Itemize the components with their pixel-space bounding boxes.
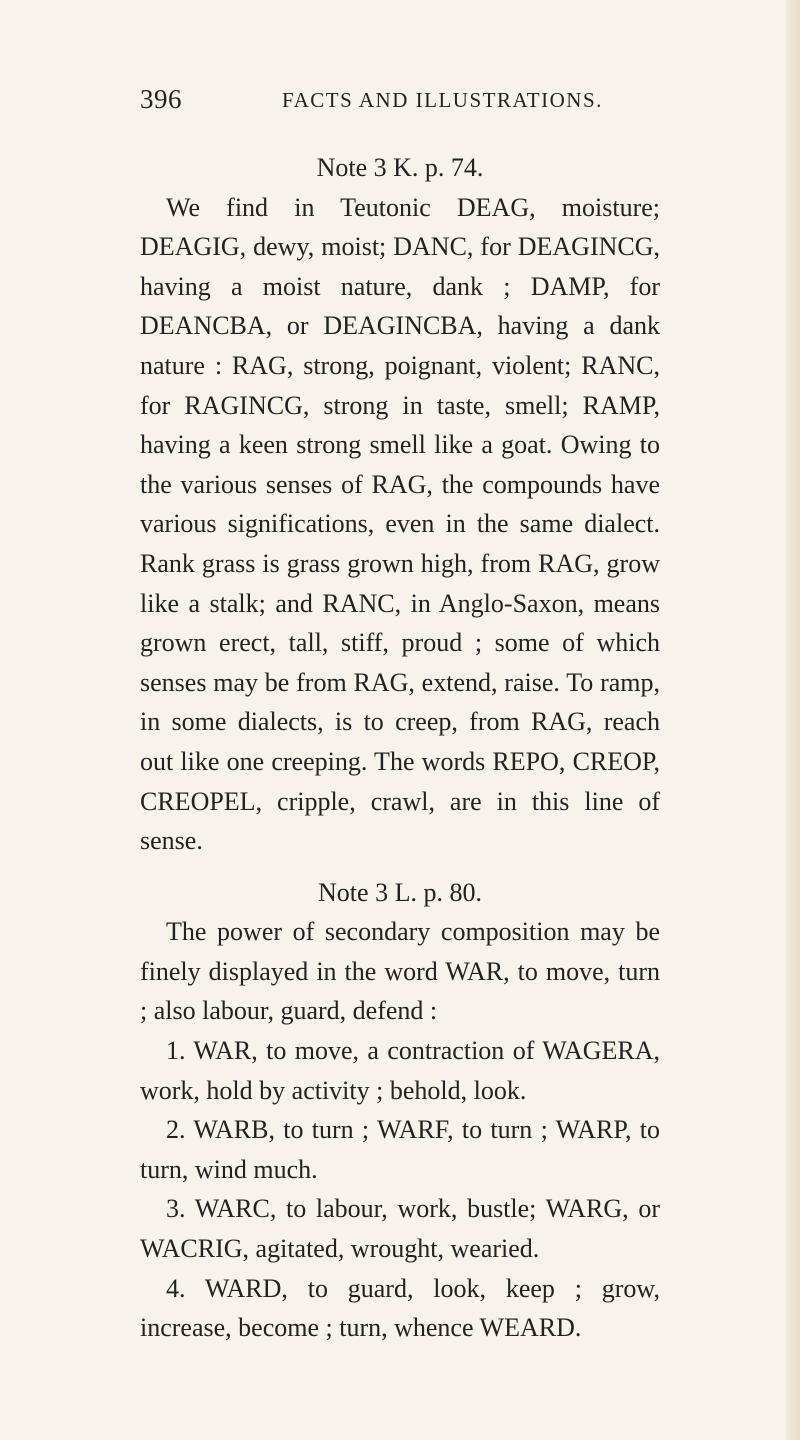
- note-k-title: Note 3 K. p. 74.: [316, 153, 484, 182]
- note-l-title: Note 3 L. p. 80.: [318, 877, 482, 907]
- section-gap: [140, 861, 660, 873]
- note-k-text: We find in Teutonic DEAG, moisture; DEAGIG, dewy, moist; DANC, for DEAGINCG, having a moist nature, dank ; DAMP, for DEANCBA, or DEAGINCBA, having a dank nature : RAG, strong, poignant, violent; RANC, for RAGINCG, strong in taste, smell; RAMP, having a keen strong smell like a goat. Owing to the various senses of RAG, the compounds have various significations, even in the same dialect. Rank grass is grass grown high, from RAG, grow like a stalk; and RANC, in Anglo-Saxon, means grown erect, tall, stiff, proud ; some of which senses may be from RAG, extend, raise. To ramp, in some dialects, is to creep, from RAG, reach out like one creeping. The words REPO, CREOP, CREOPEL, cripple, crawl, are in this line of sense.: [140, 192, 660, 856]
- note-l-item-4: 4. WARD, to guard, look, keep ; grow, increase, become ; turn, whence WEARD.: [140, 1273, 660, 1343]
- page-body: [140, 148, 660, 1348]
- note-l-item-1: 1. WAR, to move, a contraction of WAGERA, work, hold by activity ; behold, look.: [140, 1036, 660, 1105]
- note-l-intro: The power of secondary composition may be finely displayed in the word WAR, to move, turn ; also labour, guard, defend :: [140, 917, 660, 1026]
- note-l-item-2: 2. WARB, to turn ; WARF, to turn ; WARP, to turn, wind much.: [140, 1115, 660, 1184]
- note-l-item-3: 3. WARC, to labour, work, bustle; WARG, or WACRIG, agitated, wrought, wearied.: [140, 1194, 660, 1264]
- page-edge-shadow: [786, 0, 800, 1440]
- running-title: FACTS AND ILLUSTRATIONS.: [282, 88, 603, 112]
- page-number: 396: [140, 84, 182, 114]
